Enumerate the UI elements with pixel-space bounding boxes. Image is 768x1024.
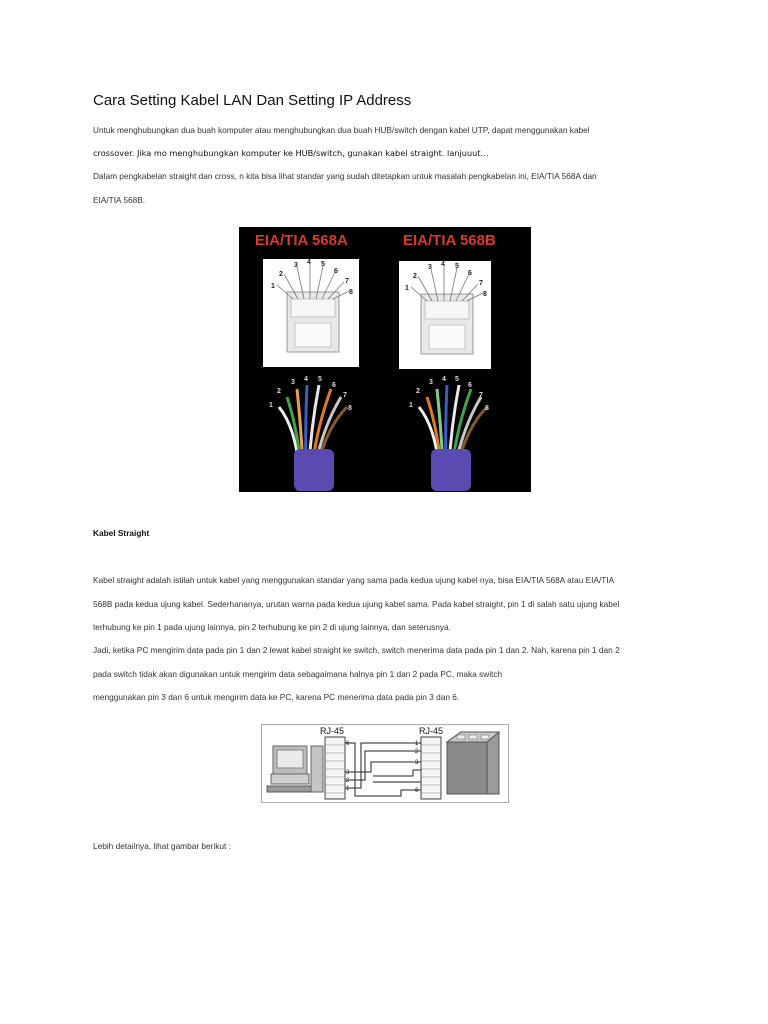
label-568a: EIA/TIA 568A — [255, 232, 348, 249]
rj45-label-right: RJ-45 — [419, 726, 444, 736]
svg-text:6: 6 — [334, 268, 338, 275]
svg-text:8: 8 — [349, 289, 353, 296]
svg-text:1: 1 — [269, 402, 273, 409]
rj45-label-left: RJ-45 — [320, 726, 345, 736]
cable-jacket-568a — [294, 449, 334, 491]
straight-cable-wires — [345, 743, 421, 796]
label-568b: EIA/TIA 568B — [403, 232, 496, 249]
straight-p1-line1: Kabel straight adalah istilah untuk kabel yang menggunakan standar yang sama pada kedua ujung kabel nya, bisa EIA/TIA 568A atau EIA/TIA — [93, 575, 615, 585]
svg-text:8: 8 — [348, 405, 352, 412]
cable-jacket-568b — [431, 449, 471, 491]
svg-text:1: 1 — [405, 285, 409, 292]
svg-text:6: 6 — [468, 382, 472, 389]
svg-text:1: 1 — [409, 402, 413, 409]
svg-text:1: 1 — [271, 283, 275, 290]
wiring-standards-figure — [239, 227, 531, 492]
svg-text:5: 5 — [455, 376, 459, 383]
svg-text:5: 5 — [455, 263, 459, 270]
svg-text:3: 3 — [294, 262, 298, 269]
rj45-contacts-568a — [291, 299, 335, 317]
svg-text:4: 4 — [304, 376, 308, 383]
straight-p1-line3: terhubung ke pin 1 pada ujung lainnya, pin 2 terhubung ke pin 2 di ujung lainnya, dan seterusnya. — [93, 622, 451, 632]
intro-text-line1: Untuk menghubungkan dua buah komputer atau menghubungkan dua buah HUB/switch dengan kabel UTP, dapat menggunakan kabel — [93, 125, 590, 135]
svg-text:5: 5 — [321, 261, 325, 268]
svg-text:2: 2 — [346, 778, 350, 784]
svg-text:7: 7 — [479, 392, 483, 399]
svg-text:8: 8 — [483, 291, 487, 298]
network-switch-icon — [447, 732, 499, 794]
rj45-contacts-568b — [425, 301, 469, 319]
svg-text:1: 1 — [415, 741, 419, 747]
svg-text:8: 8 — [485, 405, 489, 412]
wiring-standards-svg — [239, 227, 531, 492]
svg-text:2: 2 — [416, 388, 420, 395]
svg-text:3: 3 — [346, 770, 350, 776]
svg-text:6: 6 — [415, 788, 419, 794]
svg-text:4: 4 — [307, 259, 311, 266]
rj45-left-pin-numbers — [346, 741, 350, 792]
standard-text-line2: EIA/TIA 568B. — [93, 195, 146, 205]
svg-text:7: 7 — [343, 392, 347, 399]
svg-text:4: 4 — [442, 376, 446, 383]
straight-p2-line2: pada switch tidak akan digunakan untuk mengirim data sebagaimana halnya pin 1 dan 2 pada PC, maka switch — [93, 669, 503, 679]
svg-text:1: 1 — [346, 786, 350, 792]
svg-text:7: 7 — [345, 278, 349, 285]
svg-text:5: 5 — [318, 376, 322, 383]
pc-switch-diagram — [261, 724, 509, 803]
closing-text: Lebih detailnya, lihat gambar berikut : — [93, 841, 231, 851]
svg-text:2: 2 — [415, 749, 419, 755]
section-heading-kabel-straight: Kabel Straight — [93, 528, 150, 538]
rj45-latch-568b — [429, 325, 465, 349]
rj45-right-pin-numbers — [415, 741, 419, 794]
svg-text:6: 6 — [468, 270, 472, 277]
intro-text-line2: crossover. Jika mo menghubungkan komputer ke HUB/switch, gunakan kabel straight. lanjuuut… — [93, 148, 489, 158]
rj45-block-left — [325, 737, 345, 799]
straight-p2-line1: Jadi, ketika PC mengirim data pada pin 1 dan 2 lewat kabel straight ke switch, switch menerima data pada pin 1 dan 2. Nah, karena pin 1 dan 2 — [93, 645, 620, 655]
svg-text:3: 3 — [428, 264, 432, 271]
svg-text:6: 6 — [332, 382, 336, 389]
straight-p2-line3: menggunakan pin 3 dan 6 untuk mengirim data ke PC, karena PC menerima data pada pin 3 dan 6. — [93, 692, 460, 702]
rj45-block-right — [421, 737, 441, 799]
svg-text:3: 3 — [291, 379, 295, 386]
svg-text:6: 6 — [346, 741, 350, 747]
standard-text-line1: Dalam pengkabelan straight dan cross, n kita bisa lihat standar yang sudah ditetapkan untuk masalah pengkabelan ini, EIA/TIA 568A dan — [93, 171, 597, 181]
straight-p1-line2: 568B pada kedua ujung kabel. Sederhananya, urutan warna pada kedua ujung kabel sama. Pada kabel straight, pin 1 di salah satu ujung kabel — [93, 599, 620, 609]
svg-text:2: 2 — [277, 388, 281, 395]
svg-text:7: 7 — [479, 280, 483, 287]
svg-text:3: 3 — [429, 379, 433, 386]
wire-pin-numbers-568a — [269, 376, 352, 412]
pc-switch-svg — [261, 724, 509, 803]
rj45-latch-568a — [295, 323, 331, 347]
svg-text:4: 4 — [441, 261, 445, 268]
page-title: Cara Setting Kabel LAN Dan Setting IP Address — [93, 92, 412, 109]
svg-text:2: 2 — [413, 273, 417, 280]
svg-text:3: 3 — [415, 760, 419, 766]
pc-computer-icon — [267, 746, 323, 792]
svg-text:2: 2 — [279, 271, 283, 278]
